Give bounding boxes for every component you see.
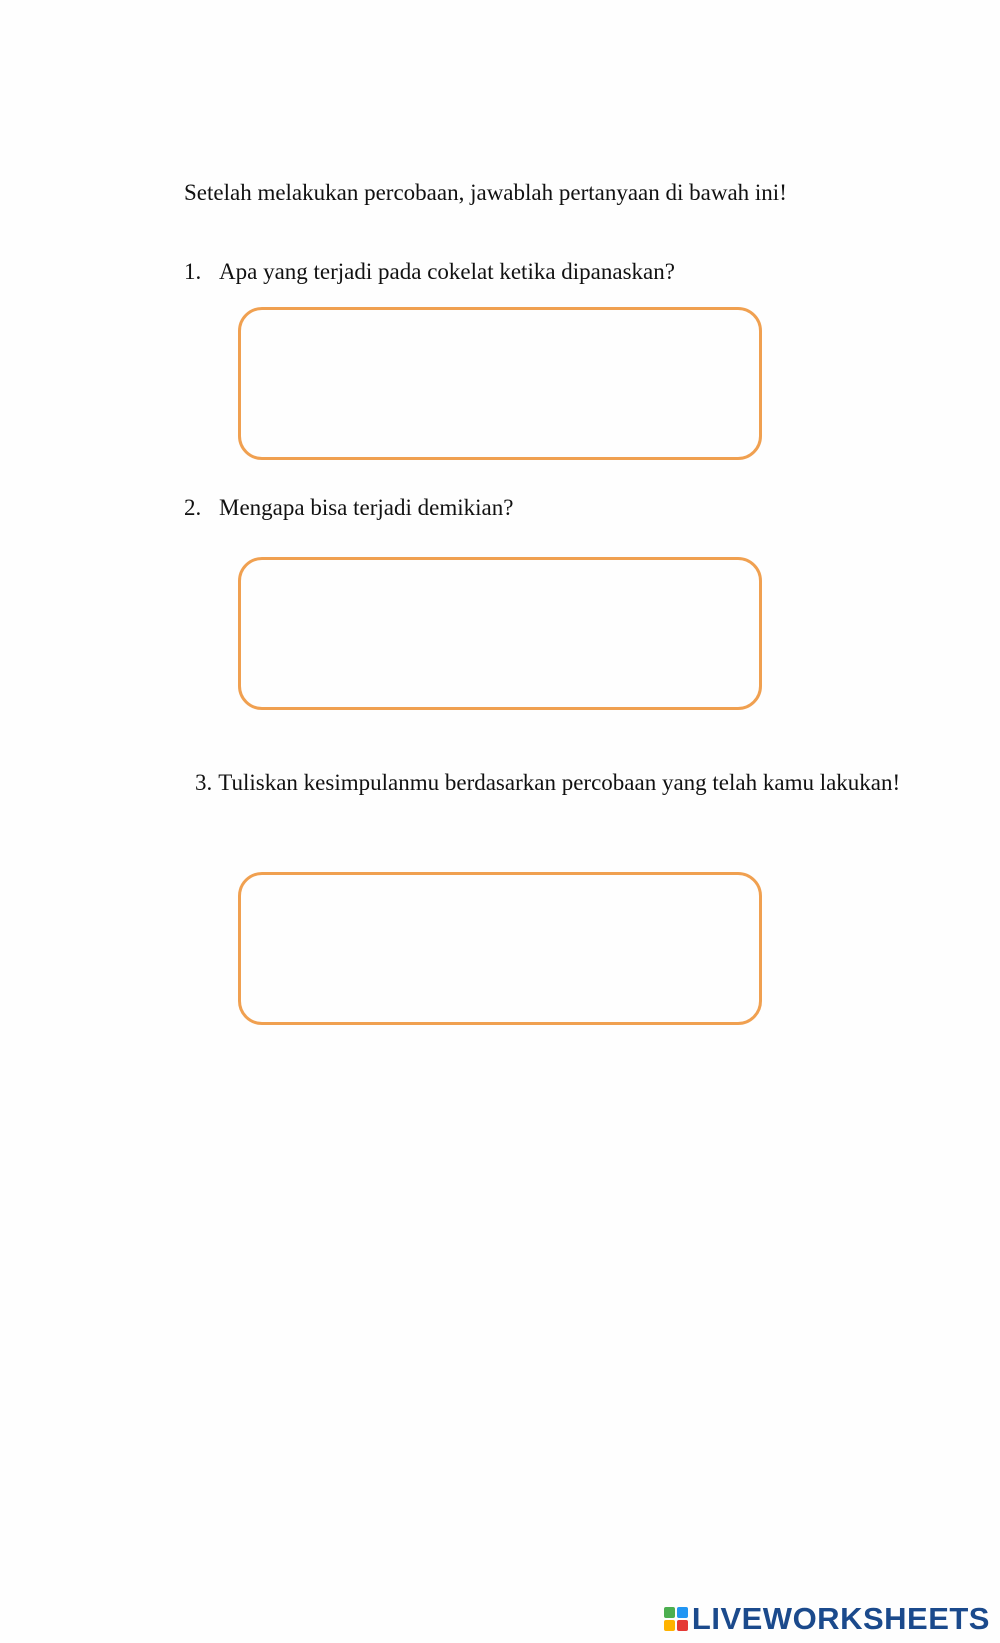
question-number: 3. bbox=[195, 770, 213, 795]
question-1 bbox=[184, 259, 675, 285]
liveworksheets-logo-icon bbox=[664, 1607, 688, 1631]
instruction-text: Setelah melakukan percobaan, jawablah pertanyaan di bawah ini! bbox=[184, 180, 787, 205]
answer-box-1[interactable] bbox=[238, 307, 762, 460]
question-number: 2. bbox=[184, 495, 202, 520]
answer-box-3[interactable] bbox=[238, 872, 762, 1025]
question-2 bbox=[184, 495, 513, 521]
answer-box-2[interactable] bbox=[238, 557, 762, 710]
question-text: Apa yang terjadi pada cokelat ketika dipanaskan? bbox=[219, 259, 675, 284]
question-number: 1. bbox=[184, 259, 202, 284]
liveworksheets-brand[interactable] bbox=[664, 1601, 990, 1637]
question-text: Mengapa bisa terjadi demikian? bbox=[219, 495, 514, 520]
question-3 bbox=[195, 770, 900, 796]
brand-name: LIVEWORKSHEETS bbox=[691, 1601, 990, 1636]
question-text: Tuliskan kesimpulanmu berdasarkan percobaan yang telah kamu lakukan! bbox=[218, 770, 901, 795]
